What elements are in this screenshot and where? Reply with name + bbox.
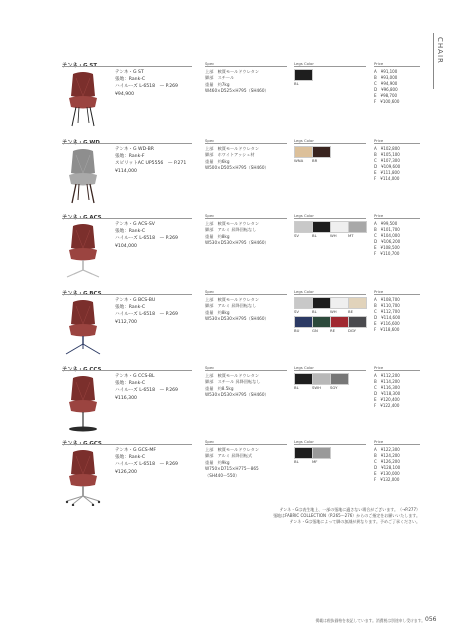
swatch-label: GN xyxy=(312,328,318,333)
legs-color-header: Legs Color xyxy=(294,439,314,444)
spec-line: 重量 約7kg xyxy=(205,81,230,87)
price-line: A ¥112,200 xyxy=(374,373,400,378)
info-line: 張地：Rank-C xyxy=(115,381,146,387)
spec-header: Spec xyxy=(205,213,215,218)
spec-line: 重量 約6kg xyxy=(205,158,230,164)
color-swatch xyxy=(294,447,313,459)
spec-header: Spec xyxy=(205,61,215,66)
swatch-label: SV xyxy=(294,233,300,238)
info-line: 張地：Rank-C xyxy=(115,229,146,235)
price-line: F ¥118,600 xyxy=(374,326,400,332)
price-line: B ¥114,200 xyxy=(374,378,400,384)
spec-line: W460×D525×H795（SH460） xyxy=(205,88,269,94)
chair-photo xyxy=(62,448,104,506)
info-line: ハイルーズ L-6518 — P.269 xyxy=(115,84,178,90)
divider xyxy=(205,294,287,295)
color-swatch xyxy=(294,297,313,309)
note-line: テンネ・Gは張地によって脚の加減が異なります。予めご了承ください。 xyxy=(289,519,420,525)
chair-photo xyxy=(62,147,104,205)
note-line: テンネ・Gは表生地上、一部の張地に適さない場合がございます。（→P.277） xyxy=(279,507,420,512)
divider xyxy=(374,294,420,295)
product-spec xyxy=(205,146,269,172)
swatch-label: BL xyxy=(294,81,299,86)
product-spec xyxy=(205,373,269,399)
footer-note: 掲載は税抜価格を表記しています。消費税は別途申し受けます。 xyxy=(315,618,425,623)
product-photo xyxy=(62,222,104,280)
spec-line: 重量 約8kg xyxy=(205,309,230,315)
info-line: 張地：Rank-F xyxy=(115,154,145,160)
product-title: テンネ・G WD xyxy=(62,140,100,146)
info-line: ハイルーズ L-6518 — P.269 xyxy=(115,312,178,318)
product-title: テンネ・G BCS xyxy=(62,291,102,297)
chair-photo xyxy=(62,222,104,280)
spec-line: 重量 約8kg xyxy=(205,233,230,239)
spec-line: W530×D530×H795（SH460） xyxy=(205,392,269,398)
price-line: E ¥116,600 xyxy=(374,320,400,326)
swatch-label: WH xyxy=(330,309,337,314)
swatch-label: BU xyxy=(294,328,300,333)
swatch-label: BE xyxy=(348,309,354,314)
color-swatch xyxy=(312,373,331,385)
product-spec xyxy=(205,69,269,95)
divider xyxy=(294,294,366,295)
product-info xyxy=(115,373,178,402)
price-list xyxy=(374,297,400,332)
divider xyxy=(374,143,420,144)
spec-line: W530×D530×H795（SH460） xyxy=(205,240,269,246)
divider xyxy=(374,444,420,445)
side-tab xyxy=(433,33,446,89)
info-line: テンネ・G BCS-BU xyxy=(115,298,156,303)
swatch-label: SV xyxy=(294,309,300,314)
info-line: 張地：Rank-C xyxy=(115,77,146,83)
product-info xyxy=(115,297,178,326)
price-line: B ¥110,700 xyxy=(374,302,400,308)
notes xyxy=(273,507,420,526)
price-list xyxy=(374,447,400,482)
price-line: D ¥114,600 xyxy=(374,314,401,320)
spec-header: Spec xyxy=(205,439,215,444)
price-line: B ¥105,100 xyxy=(374,151,400,157)
price-line: A ¥108,700 xyxy=(374,297,400,302)
color-swatch xyxy=(348,297,367,309)
spec-line: 上部 軟質モールドウレタン xyxy=(205,69,260,74)
spec-line: 脚部 アルミ 昇降回転なし xyxy=(205,227,257,233)
info-line: ハイルーズ L-6518 — P.269 xyxy=(115,462,178,468)
price-line: C ¥116,300 xyxy=(374,384,400,390)
spec-line: 重量 約8.5kg xyxy=(205,385,234,391)
swatch-label: RE xyxy=(330,328,336,333)
info-line: 張地：Rank-C xyxy=(115,305,146,311)
color-swatch xyxy=(348,316,367,328)
swatch-label: BL xyxy=(294,459,299,464)
info-line: ¥104,000 xyxy=(115,243,137,249)
product-photo xyxy=(62,298,104,356)
color-swatch xyxy=(312,221,331,233)
product-info xyxy=(115,447,178,476)
color-swatch xyxy=(294,69,313,81)
product-photo xyxy=(62,147,104,205)
divider xyxy=(205,143,287,144)
color-swatch xyxy=(330,297,349,309)
divider xyxy=(62,370,192,371)
info-line: ¥94,900 xyxy=(115,91,134,97)
swatch-label: WNA xyxy=(294,158,304,163)
info-line: テンネ・G GCS-MF xyxy=(115,448,156,453)
price-line: A ¥91,100 xyxy=(374,69,398,74)
divider xyxy=(62,294,192,295)
divider xyxy=(62,444,192,445)
divider xyxy=(294,66,366,67)
divider xyxy=(205,444,287,445)
swatch-label: SGY xyxy=(330,385,338,390)
color-swatch xyxy=(348,221,367,233)
product-spec xyxy=(205,221,269,247)
swatch-label: DGY xyxy=(348,328,356,333)
swatch-label: BR xyxy=(312,158,318,163)
price-line: E ¥108,500 xyxy=(374,244,400,250)
spec-line: 脚部 アルミ 昇降回転なし xyxy=(205,303,257,309)
price-line: D ¥128,100 xyxy=(374,464,401,470)
price-line: F ¥122,400 xyxy=(374,402,400,408)
legs-color-header: Legs Color xyxy=(294,138,314,143)
info-line: ¥112,700 xyxy=(115,319,137,325)
chair-photo xyxy=(62,70,104,128)
price-line: F ¥110,700 xyxy=(374,250,400,256)
divider xyxy=(62,143,192,144)
spec-line: W750×D715×H775～865 xyxy=(205,466,259,472)
price-line: C ¥94,900 xyxy=(374,80,398,86)
price-line: E ¥130,000 xyxy=(374,470,400,476)
product-spec xyxy=(205,297,269,323)
color-swatch xyxy=(294,221,313,233)
legs-color-header: Legs Color xyxy=(294,289,314,294)
spec-line: （SH440～550） xyxy=(205,472,240,478)
price-header: Price xyxy=(374,439,384,444)
price-line: D ¥118,300 xyxy=(374,390,401,396)
price-line: A ¥102,800 xyxy=(374,146,400,151)
color-swatch xyxy=(294,373,313,385)
spec-line: 上部 軟質モールドウレタン xyxy=(205,373,260,378)
spec-line: 上部 軟質モールドウレタン xyxy=(205,221,260,226)
price-list xyxy=(374,146,400,181)
price-line: A ¥99,500 xyxy=(374,221,398,226)
spec-line: W500×D505×H795（SH460） xyxy=(205,165,269,171)
spec-line: 脚部 アルミ 昇降回転式 xyxy=(205,453,253,459)
info-line: テンネ・G ACS-SV xyxy=(115,222,155,227)
spec-line: 重量 約9kg xyxy=(205,459,230,465)
divider xyxy=(294,143,366,144)
price-line: C ¥107,300 xyxy=(374,157,400,163)
color-swatch xyxy=(312,447,331,459)
info-line: ¥126,200 xyxy=(115,469,137,475)
price-line: E ¥98,700 xyxy=(374,92,398,98)
product-title: テンネ・G ST xyxy=(62,63,97,69)
color-swatch xyxy=(330,316,349,328)
info-line: テンネ・G WD-BR xyxy=(115,147,154,152)
swatch-label: WH xyxy=(330,233,337,238)
side-tab-label: CHAIR xyxy=(436,37,444,64)
color-swatch xyxy=(312,297,331,309)
divider xyxy=(294,370,366,371)
price-line: D ¥96,800 xyxy=(374,86,398,92)
swatch-label: BL xyxy=(312,309,317,314)
price-header: Price xyxy=(374,365,384,370)
color-swatch xyxy=(294,146,313,158)
spec-line: 脚部 スチール 昇降回転なし xyxy=(205,379,261,385)
divider xyxy=(205,218,287,219)
divider xyxy=(62,66,192,67)
spec-header: Spec xyxy=(205,138,215,143)
swatch-label: BL xyxy=(312,233,317,238)
swatch-label: MF xyxy=(312,459,318,464)
spec-header: Spec xyxy=(205,365,215,370)
color-swatch xyxy=(330,373,349,385)
note-line: 張地はFABRIC COLLECTION（P.265～276）からのご指定をお願いいたします。 xyxy=(273,513,420,519)
price-line: C ¥112,700 xyxy=(374,308,400,314)
divider xyxy=(294,444,366,445)
info-line: ¥116,300 xyxy=(115,395,137,401)
info-line: ハイルーズ L-6518 — P.269 xyxy=(115,388,178,394)
info-line: テンネ・G CCS-BL xyxy=(115,374,155,379)
swatch-label: BL xyxy=(294,385,299,390)
info-line: ¥114,000 xyxy=(115,168,137,174)
spec-line: 脚部 ホワイトアッシュ材 xyxy=(205,152,255,158)
divider xyxy=(294,218,366,219)
divider xyxy=(205,66,287,67)
legs-color-header: Legs Color xyxy=(294,365,314,370)
chair-photo xyxy=(62,374,104,432)
color-swatch xyxy=(312,146,331,158)
swatch-label: MT xyxy=(348,233,354,238)
spec-header: Spec xyxy=(205,289,215,294)
product-photo xyxy=(62,448,104,506)
price-header: Price xyxy=(374,213,384,218)
color-swatch xyxy=(330,221,349,233)
price-line: F ¥100,600 xyxy=(374,98,400,104)
divider xyxy=(205,370,287,371)
price-header: Price xyxy=(374,289,384,294)
price-line: A ¥122,300 xyxy=(374,447,400,452)
product-title: テンネ・G CCS xyxy=(62,367,102,373)
price-header: Price xyxy=(374,61,384,66)
spec-line: W530×D530×H795（SH460） xyxy=(205,316,269,322)
info-line: 張地：Rank-C xyxy=(115,455,146,461)
color-swatch xyxy=(294,316,313,328)
product-photo xyxy=(62,70,104,128)
price-list xyxy=(374,373,400,408)
info-line: スピリットAC UP5556 — P.271 xyxy=(115,161,187,167)
product-spec xyxy=(205,447,259,479)
price-line: C ¥104,000 xyxy=(374,232,400,238)
chair-photo xyxy=(62,298,104,356)
product-info xyxy=(115,221,178,250)
spec-line: 上部 軟質モールドウレタン xyxy=(205,297,260,302)
product-title: テンネ・G ACS xyxy=(62,215,102,221)
price-line: B ¥124,200 xyxy=(374,452,400,458)
product-info xyxy=(115,69,178,98)
divider xyxy=(374,218,420,219)
product-info xyxy=(115,146,186,175)
price-line: E ¥120,400 xyxy=(374,396,400,402)
product-photo xyxy=(62,374,104,432)
swatch-label: SWH xyxy=(312,385,322,390)
divider xyxy=(374,370,420,371)
price-line: B ¥93,000 xyxy=(374,74,398,80)
price-list xyxy=(374,69,399,104)
product-title: テンネ・G GCS xyxy=(62,441,102,447)
info-line: テンネ・G ST xyxy=(115,70,144,75)
legs-color-header: Legs Color xyxy=(294,213,314,218)
spec-line: 脚部 スチール xyxy=(205,75,235,81)
info-line: ハイルーズ L-6518 — P.269 xyxy=(115,236,178,242)
price-header: Price xyxy=(374,138,384,143)
color-swatch xyxy=(312,316,331,328)
page-number: 056 xyxy=(425,616,437,623)
price-line: F ¥114,000 xyxy=(374,175,400,181)
legs-color-header: Legs Color xyxy=(294,61,314,66)
price-line: C ¥126,200 xyxy=(374,458,400,464)
price-line: B ¥101,700 xyxy=(374,226,400,232)
price-list xyxy=(374,221,400,256)
spec-line: 上部 軟質モールドウレタン xyxy=(205,447,260,452)
spec-line: 上部 軟質モールドウレタン xyxy=(205,146,260,151)
divider xyxy=(62,218,192,219)
divider xyxy=(374,66,420,67)
price-line: D ¥109,600 xyxy=(374,163,401,169)
price-line: E ¥111,800 xyxy=(374,169,400,175)
price-line: D ¥106,200 xyxy=(374,238,401,244)
price-line: F ¥132,000 xyxy=(374,476,400,482)
